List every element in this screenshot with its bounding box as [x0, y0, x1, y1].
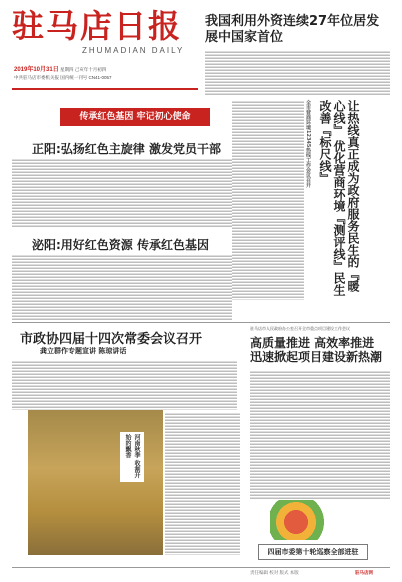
- vertical-story-headline[interactable]: 让热线真正成为政府服务民生的『暖心线』 优化营商环境『测评线』民生改善『标尺线』: [318, 100, 360, 297]
- photo-caption: 河南秋季 收割开始的飘香: [120, 432, 144, 482]
- section-banner: 传承红色基因 牢记初心使命: [60, 108, 210, 126]
- story4-kicker: 驻马店市人民政府办公室召开全市重点项目建设工作会议: [250, 326, 350, 331]
- story1-headline[interactable]: 正阳:弘扬红色主旋律 激发党员干部: [32, 142, 221, 156]
- footer-item: 版式: [279, 570, 289, 575]
- story4-headline[interactable]: 高质量推进 高效率推进 迅速掀起项目建设新热潮: [250, 336, 383, 364]
- region-map-image: [270, 500, 335, 540]
- story2-headline[interactable]: 泌阳:用好红色资源 传承红色基因: [32, 238, 209, 252]
- section-divider: [12, 322, 390, 323]
- masthead-rule: [12, 88, 198, 90]
- story2-body-text: [12, 254, 232, 320]
- lead-story: [205, 14, 390, 46]
- footer-item: 本版: [289, 570, 299, 575]
- footer-items: [250, 570, 350, 576]
- masthead-english-title: ZHUMADIAN DAILY: [82, 46, 185, 55]
- lead-body-text: [205, 50, 390, 95]
- issue-date: 2019年10月31日: [14, 67, 59, 73]
- weekday: 星期四: [59, 67, 74, 72]
- footer-item: 校对: [269, 570, 279, 575]
- masthead-info: [14, 66, 199, 81]
- footer-item: 责任编辑: [250, 570, 268, 575]
- vertical-story-subhead: 全市营商环境12345热线工作会议召开: [305, 100, 311, 188]
- masthead: [12, 6, 202, 68]
- story3-subhead: 龚立群作专题宣讲 陈琼讲话: [40, 347, 127, 355]
- issue-info: 中共驻马店市委机关报: [14, 75, 59, 80]
- story1-body-text: [12, 158, 232, 228]
- story4-body-text: [250, 370, 390, 500]
- story3-body-text: [12, 360, 237, 410]
- inspection-box[interactable]: 四届市委第十轮巡察全部进驻: [258, 544, 368, 560]
- masthead-title: 驻马店日报: [12, 7, 183, 45]
- story3-headline[interactable]: 市政协四届十四次常委会议召开: [20, 332, 203, 347]
- footer-rule: [12, 567, 390, 568]
- cn-number: 国内统一刊号 CN41-0057: [60, 75, 112, 80]
- lead-headline[interactable]: 我国利用外资连续27年位居发展中国家首位: [205, 14, 380, 45]
- vertical-story-body: [232, 100, 304, 300]
- story3-body-text-2: [165, 412, 240, 555]
- lunar-date: 己亥年十月初四: [74, 67, 107, 72]
- footer-logo: 驻马店网: [355, 570, 373, 575]
